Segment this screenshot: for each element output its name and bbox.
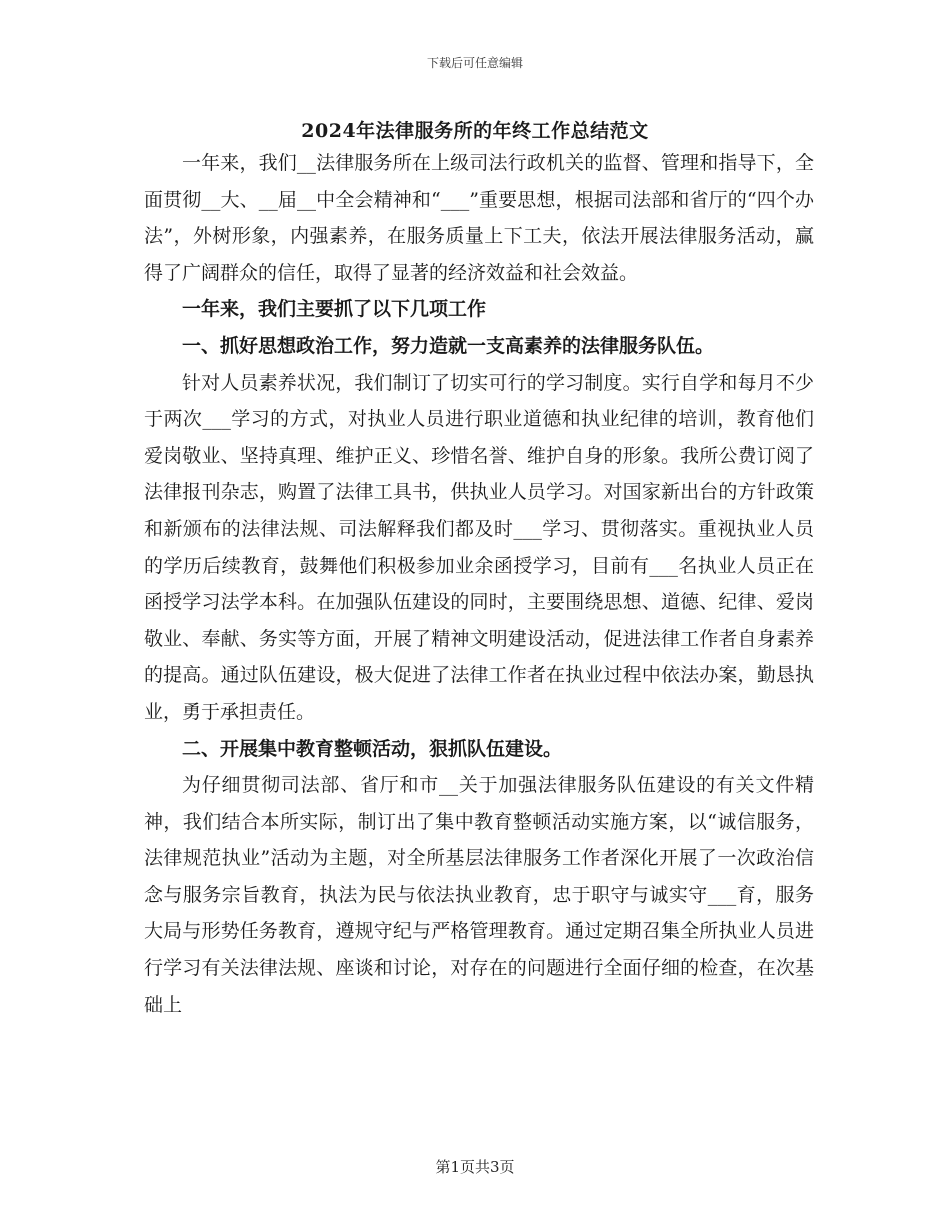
section-1-paragraph: 针对人员素养状况，我们制订了切实可行的学习制度。实行自学和每月不少于两次___学习的方式，对执业人员进行职业道德和执业纪律的培训，教育他们爱岗敬业、坚持真理、维护正义、珍惜名誉、维护自身的形象。我所公费订阅了法律报刊杂志，购置了法律工具书，供执业人员学习。对国家新出台的方针政策和新颁布的法律法规、司法解释我们都及时___学习、贯彻落实。重视执业人员的学历后续教育，鼓舞他们积极参加业余函授学习，目前有___名执业人员正在函授学习法学本科。在加强队伍建设的同时，主要围绕思想、道德、纪律、爱岗敬业、奉献、务实等方面，开展了精神文明建设活动，促进法律工作者自身素养的提高。通过队伍建设，极大促进了法律工作者在执业过程中依法办案，勤恳执业，勇于承担责任。 <box>144 371 814 723</box>
section-lead-heading: 一年来，我们主要抓了以下几项工作 <box>182 298 487 321</box>
page-footer: 第1页共3页 <box>435 1158 515 1176</box>
document-body <box>144 145 814 1023</box>
section-2-paragraph: 为仔细贯彻司法部、省厅和市__关于加强法律服务队伍建设的有关文件精神，我们结合本所实际，制订出了集中教育整顿活动实施方案，以“诚信服务，法律规范执业”活动为主题，对全所基层法律服务工作者深化开展了一次政治信念与服务宗旨教育，执法为民与依法执业教育，忠于职守与诚实守___育，服务大局与形势任务教育，遵规守纪与严格管理教育。通过定期召集全所执业人员进行学习有关法律法规、座谈和讨论，对存在的问题进行全面仔细的检查，在次基础上 <box>144 774 814 1016</box>
header-note: 下载后可任意编辑 <box>426 56 523 70</box>
intro-paragraph: 一年来，我们__法律服务所在上级司法行政机关的监督、管理和指导下，全面贯彻__大、__届__中全会精神和“___”重要思想，根据司法部和省厅的“四个办法”，外树形象，内强素养，在服务质量上下工夫，依法开展法律服务活动，赢得了广阔群众的信任，取得了显著的经济效益和社会效益。 <box>144 152 814 284</box>
section-heading-1: 一、抓好思想政治工作，努力造就一支高素养的法律服务队伍。 <box>182 334 715 357</box>
section-heading-2: 二、开展集中教育整顿活动，狠抓队伍建设。 <box>182 737 563 760</box>
document-title: 2024年法律服务所的年终工作总结范文 <box>301 120 649 142</box>
